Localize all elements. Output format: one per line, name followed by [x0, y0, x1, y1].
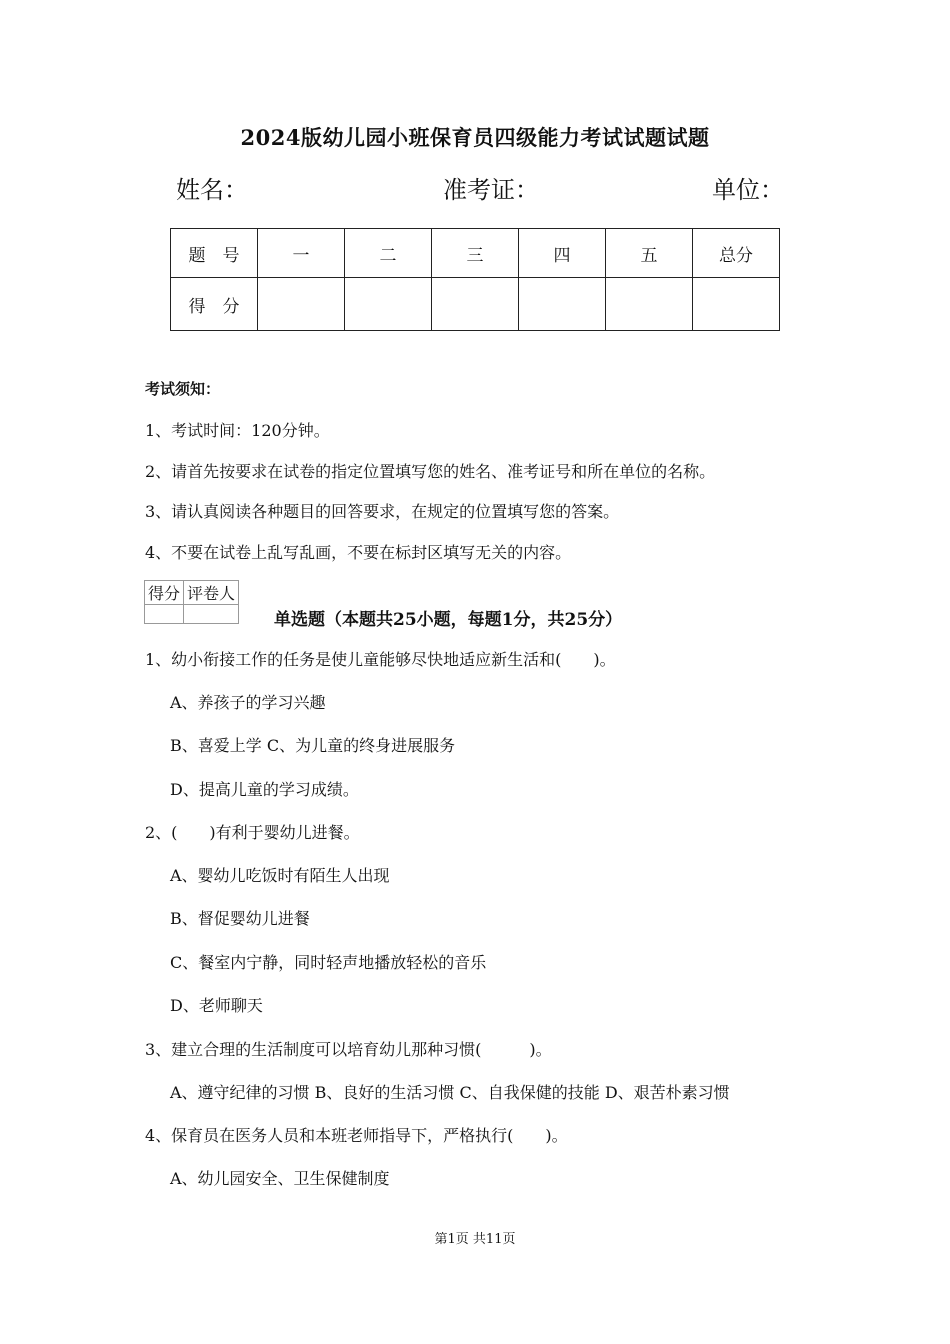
notice-item: 1、考试时间：120分钟。 [145, 421, 330, 440]
score-table [170, 228, 780, 331]
notice-item: 2、请首先按要求在试卷的指定位置填写您的姓名、准考证号和所在单位的名称。 [145, 462, 716, 481]
question-stem: 4、保育员在医务人员和本班老师指导下，严格执行( )。 [145, 1126, 568, 1145]
score-table-total: 总分 [693, 229, 780, 278]
document-title: 2024版幼儿园小班保育员四级能力考试试题试题 [240, 125, 710, 150]
question-option: A、养孩子的学习兴趣 [170, 693, 326, 712]
score-cell[interactable] [432, 278, 519, 331]
question-option: C、餐室内宁静，同时轻声地播放轻松的音乐 [170, 953, 487, 972]
score-cell[interactable] [258, 278, 345, 331]
score-table-header-row [171, 229, 780, 278]
question-stem: 2、( )有利于婴幼儿进餐。 [145, 823, 360, 842]
grader-score-label: 得分 [145, 581, 184, 605]
name-field-label: 姓名： [176, 176, 248, 204]
score-table-section-4: 四 [519, 229, 606, 278]
question-option: A、幼儿园安全、卫生保健制度 [170, 1169, 390, 1188]
question-stem: 3、建立合理的生活制度可以培育幼儿那种习惯( )。 [145, 1040, 552, 1059]
score-table-score-label: 得 分 [171, 278, 258, 331]
score-cell-total[interactable] [693, 278, 780, 331]
score-table-section-2: 二 [345, 229, 432, 278]
question-option: A、遵守纪律的习惯 B、良好的生活习惯 C、自我保健的技能 D、艰苦朴素习惯 [170, 1083, 730, 1102]
grader-name-label: 评卷人 [184, 581, 239, 605]
unit-field-label: 单位： [712, 176, 784, 204]
score-table-header-label: 题 号 [171, 229, 258, 278]
question-option: D、老师聊天 [170, 996, 263, 1015]
score-table-section-5: 五 [606, 229, 693, 278]
score-cell[interactable] [519, 278, 606, 331]
question-option: B、督促婴幼儿进餐 [170, 909, 310, 928]
notice-item: 3、请认真阅读各种题目的回答要求，在规定的位置填写您的答案。 [145, 502, 620, 521]
question-option: B、喜爱上学 C、为儿童的终身进展服务 [170, 736, 456, 755]
grader-name-cell[interactable] [184, 605, 239, 624]
question-option: A、婴幼儿吃饭时有陌生人出现 [170, 866, 390, 885]
score-cell[interactable] [345, 278, 432, 331]
question-option: D、提高儿童的学习成绩。 [170, 780, 359, 799]
grader-box [144, 580, 239, 624]
score-table-score-row [171, 278, 780, 331]
page-footer: 第1页 共11页 [434, 1232, 516, 1247]
notice-title: 考试须知： [145, 380, 221, 398]
exam-number-field-label: 准考证： [443, 176, 539, 204]
question-stem: 1、幼小衔接工作的任务是使儿童能够尽快地适应新生活和( )。 [145, 650, 616, 669]
grader-score-cell[interactable] [145, 605, 184, 624]
score-cell[interactable] [606, 278, 693, 331]
section-heading: 单选题（本题共25小题，每题1分，共25分） [274, 610, 623, 630]
score-table-section-3: 三 [432, 229, 519, 278]
score-table-section-1: 一 [258, 229, 345, 278]
notice-item: 4、不要在试卷上乱写乱画，不要在标封区填写无关的内容。 [145, 543, 572, 562]
